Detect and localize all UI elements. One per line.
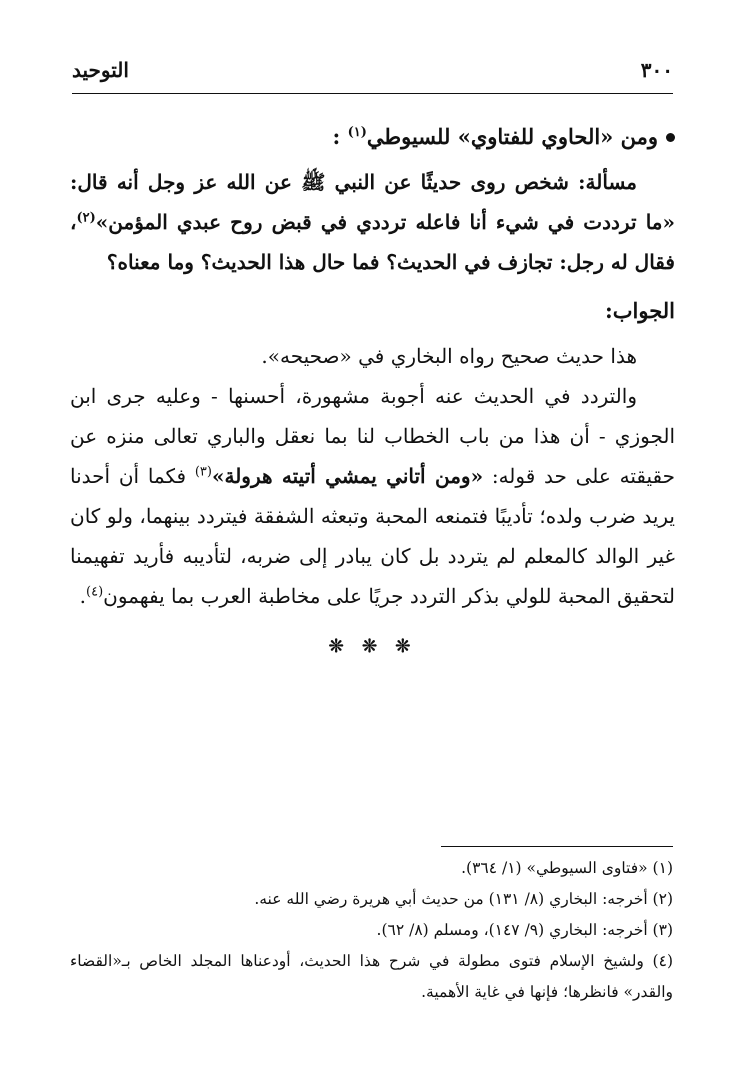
- footnote-ref-1[interactable]: (١): [347, 125, 367, 140]
- question-text-1: شخص روى حديثًا عن النبي ﷺ عن الله عز وجل أنه قال: «ما ترددت في شيء أنا فاعله ترددي في قبض روح عبدي المؤمن»: [70, 170, 675, 234]
- footnote-ref-4[interactable]: (٤): [86, 584, 104, 600]
- footnote-2: (٢) أخرجه: البخاري (٨/ ١٣١) من حديث أبي هريرة رضي الله عنه.: [254, 890, 673, 908]
- answer-paragraph-2: [70, 376, 675, 616]
- answer-text-2a: والتردد في الحديث عنه أجوبة مشهورة، أحسنها - وعليه جرى ابن الجوزي - أن هذا من باب الخطاب لنا بما نعقل والباري تعالى منزه عن حقيقته على حد قوله:: [70, 384, 676, 488]
- footnotes: [70, 853, 673, 1008]
- bullet-icon: [666, 133, 675, 142]
- section-intro: [70, 114, 675, 160]
- footnote-1: (١) «فتاوى السيوطي» (١/ ٣٦٤).: [461, 859, 673, 877]
- footnote-ref-3[interactable]: (٣): [194, 464, 212, 480]
- answer-text-end: .: [79, 584, 87, 608]
- footnote-rule: [441, 846, 673, 847]
- answer-paragraph-1: هذا حديث صحيح رواه البخاري في «صحيحه».: [261, 344, 637, 368]
- header-rule: [72, 93, 673, 94]
- page-header: [72, 58, 673, 90]
- answer-heading: الجواب:: [605, 298, 675, 323]
- running-title: التوحيد: [72, 58, 129, 82]
- hadith-quote: «ومن أتاني يمشي أتيته هرولة»: [211, 464, 484, 488]
- page-number: ٣٠٠: [640, 58, 673, 82]
- section-intro-colon: :: [332, 124, 341, 149]
- footnote-3: (٣) أخرجه: البخاري (٩/ ١٤٧)، ومسلم (٨/ ٦٢).: [376, 921, 673, 939]
- section-intro-text: ومن «الحاوي للفتاوي» للسيوطي: [366, 124, 658, 149]
- question-label: مسألة:: [578, 170, 638, 194]
- footnote-ref-2[interactable]: (٢): [76, 210, 96, 226]
- question-text-2: ، فقال له رجل: تجازف في الحديث؟ فما حال هذا الحديث؟ وما معناه؟: [70, 210, 675, 274]
- main-text: [70, 108, 675, 657]
- section-separator: ❊ ❊ ❊: [328, 636, 417, 657]
- answer-text-2b: فكما أن أحدنا يريد ضرب ولده؛ تأديبًا فتمنعه المحبة وتبعثه الشفقة فيتردد بينهما، ولو كان غير الوالد كالمعلم لم يتردد بل كان يبادر إلى ضربه، لتأديبه فأريد تفهيمنا لتحقيق المحبة للولي بذكر التردد جريًا على مخاطبة العرب بما يفهمون: [70, 464, 675, 608]
- footnote-4: (٤) ولشيخ الإسلام فتوى مطولة في شرح هذا الحديث، أودعناها المجلد الخاص بـ«القضاء والقدر» فانظرها؛ فإنها في غاية الأهمية.: [70, 952, 673, 1001]
- question-paragraph: [70, 162, 675, 282]
